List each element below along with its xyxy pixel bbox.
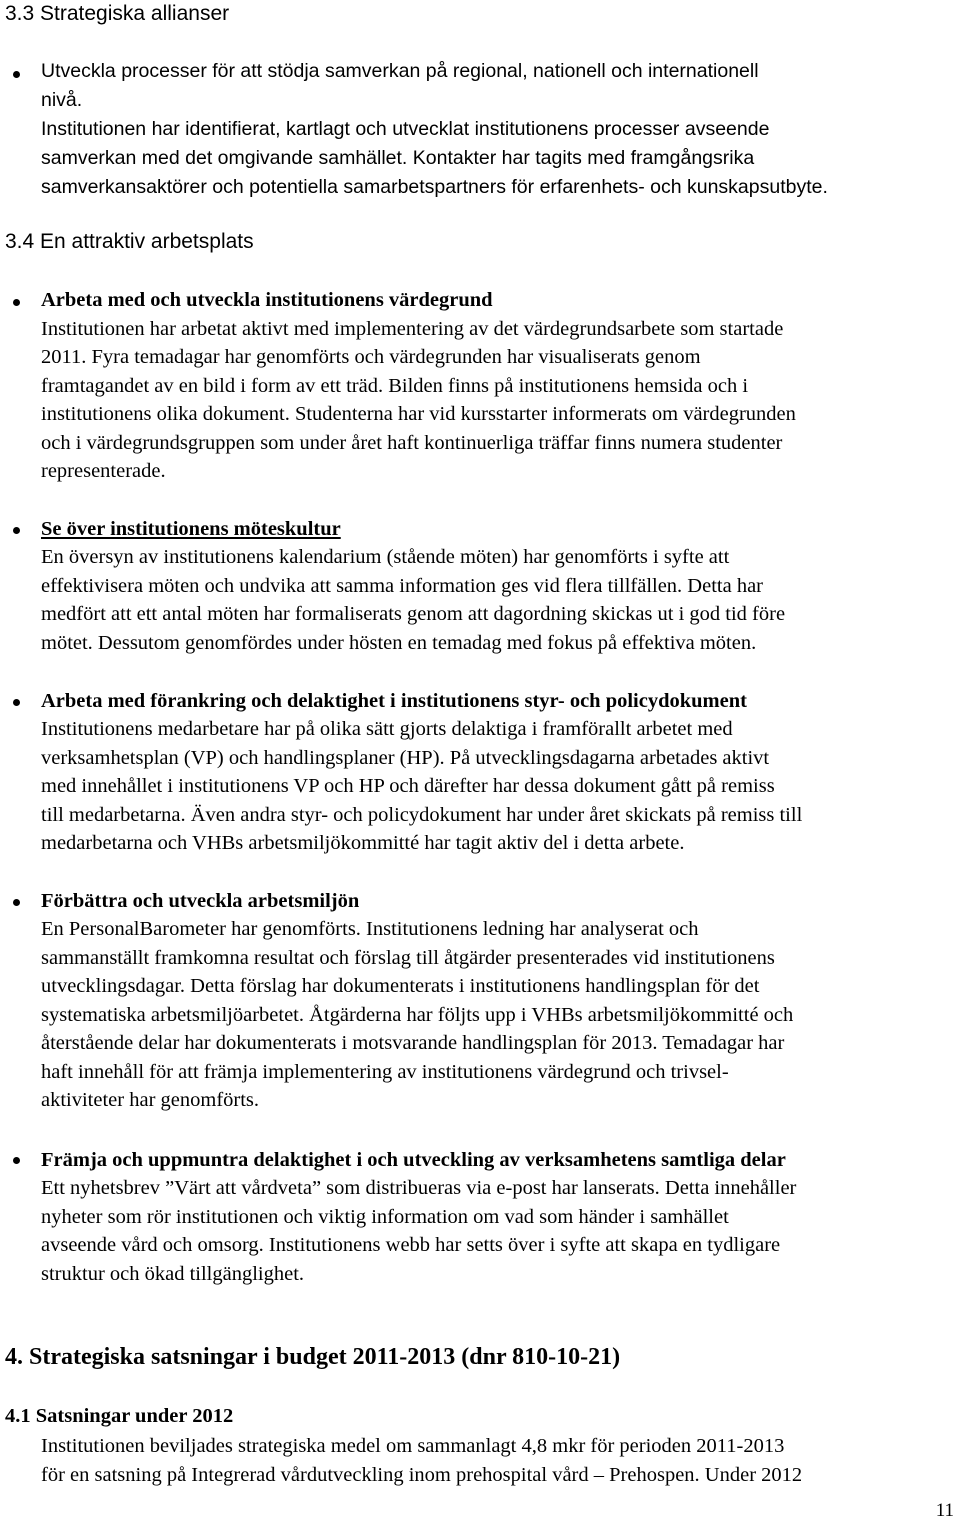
section-4-body-line: för en satsning på Integrerad vårdutveckling inom prehospital vård – Prehospen. Under 2012 [41, 1464, 803, 1486]
bullet-icon [13, 699, 20, 706]
item-body-line: återstående delar har dokumenterats i motsvarande handlingsplan för 2013. Temadagar har [41, 1032, 785, 1054]
page-number: 11 [935, 1500, 954, 1521]
item-title: Se över institutionens möteskultur [41, 518, 341, 540]
item-body-line: 2011. Fyra temadagar har genomförts och värdegrunden har visualiserats genom [41, 346, 701, 368]
item-body-line: avseende vård och omsorg. Institutionens webb har setts över i syfte att skapa en tydligare [41, 1234, 781, 1256]
item-title-line: nivå. [41, 89, 83, 111]
item-body-line: Institutionens medarbetare har på olika sätt gjorts delaktiga i framförallt arbetet med [41, 718, 733, 740]
item-body-line: En översyn av institutionens kalendarium (stående möten) har genomförts i syfte att [41, 546, 730, 568]
section-3-4-heading: 3.4 En attraktiv arbetsplats [5, 230, 254, 253]
bullet-icon [13, 71, 20, 78]
item-body-line: medarbetarna och VHBs arbetsmiljökommitté har tagit aktiv del i detta arbete. [41, 832, 685, 854]
item-body-line: aktiviteter har genomförts. [41, 1089, 260, 1111]
item-body-line: medfört att ett antal möten har formaliserats genom att dagordning skickas ut i god tid före [41, 603, 786, 625]
bullet-icon [13, 299, 20, 306]
item-title: Förbättra och utveckla arbetsmiljön [41, 890, 360, 912]
bullet-icon [13, 1157, 20, 1164]
item-body-line: systematiska arbetsmiljöarbetet. Åtgärderna har följts upp i VHBs arbetsmiljökommitté och [41, 1004, 794, 1026]
item-body-line: sammanställt framkomna resultat och förslag till åtgärder presenterades vid institutionens [41, 947, 775, 969]
item-body-line: till medarbetarna. Även andra styr- och policydokument har under året skickats på remiss till [41, 804, 803, 826]
item-body-line: med innehållet i institutionens VP och HP och därefter har dessa dokument gått på remiss [41, 775, 775, 797]
item-title-line: Utveckla processer för att stödja samverkan på regional, nationell och internationell [41, 60, 759, 82]
item-body-line: institutionens olika dokument. Studenterna har vid kursstarter informerats om värdegrunden [41, 403, 796, 425]
item-body-line: och i värdegrundsgruppen som under året haft kontinuerliga träffar finns numera studenter [41, 432, 783, 454]
item-body-line: verksamhetsplan (VP) och handlingsplaner (HP). På utvecklingsdagarna arbetades aktivt [41, 747, 770, 769]
item-body-line: samverkansaktörer och potentiella samarbetspartners för erfarenhets- och kunskapsutbyte. [41, 176, 828, 198]
item-title: Främja och uppmuntra delaktighet i och utveckling av verksamhetens samtliga delar [41, 1149, 786, 1171]
item-body-line: haft innehåll för att främja implementering av institutionens värdegrund och trivsel- [41, 1061, 729, 1083]
item-body-line: En PersonalBarometer har genomförts. Institutionens ledning har analyserat och [41, 918, 699, 940]
section-4-heading: 4. Strategiska satsningar i budget 2011-2013 (dnr 810-10-21) [5, 1344, 621, 1370]
section-4-1-heading: 4.1 Satsningar under 2012 [5, 1405, 234, 1427]
item-body-line: Institutionen har arbetat aktivt med implementering av det värdegrundsarbete som startade [41, 318, 784, 340]
item-body-line: framtagandet av en bild i form av ett träd. Bilden finns på institutionens hemsida och i [41, 375, 749, 397]
item-title: Arbeta med förankring och delaktighet i institutionens styr- och policydokument [41, 690, 747, 712]
item-body-line: representerade. [41, 460, 166, 482]
bullet-icon [13, 527, 20, 534]
item-body-line: mötet. Dessutom genomfördes under hösten en temadag med fokus på effektiva möten. [41, 632, 757, 654]
section-4-body-line: Institutionen beviljades strategiska medel om sammanlagt 4,8 mkr för perioden 2011-2013 [41, 1435, 785, 1457]
item-body-line: effektivisera möten och undvika att samma information ges vid flera tillfällen. Detta har [41, 575, 764, 597]
item-body-line: Ett nyhetsbrev ”Värt att vårdveta” som distribueras via e-post har lanserats. Detta innehåller [41, 1177, 797, 1199]
item-body-line: utvecklingsdagar. Detta förslag har dokumenterats i institutionens handlingsplan för det [41, 975, 760, 997]
item-title: Arbeta med och utveckla institutionens värdegrund [41, 289, 493, 311]
item-body-line: struktur och ökad tillgänglighet. [41, 1263, 305, 1285]
item-body-line: samverkan med det omgivande samhället. Kontakter har tagits med framgångsrika [41, 147, 755, 169]
item-body-line: Institutionen har identifierat, kartlagt och utvecklat institutionens processer avseende [41, 118, 770, 140]
item-body-line: nyheter som rör institutionen och viktig information om vad som händer i samhället [41, 1206, 729, 1228]
section-3-3-heading: 3.3 Strategiska allianser [5, 2, 230, 25]
bullet-icon [13, 899, 20, 906]
